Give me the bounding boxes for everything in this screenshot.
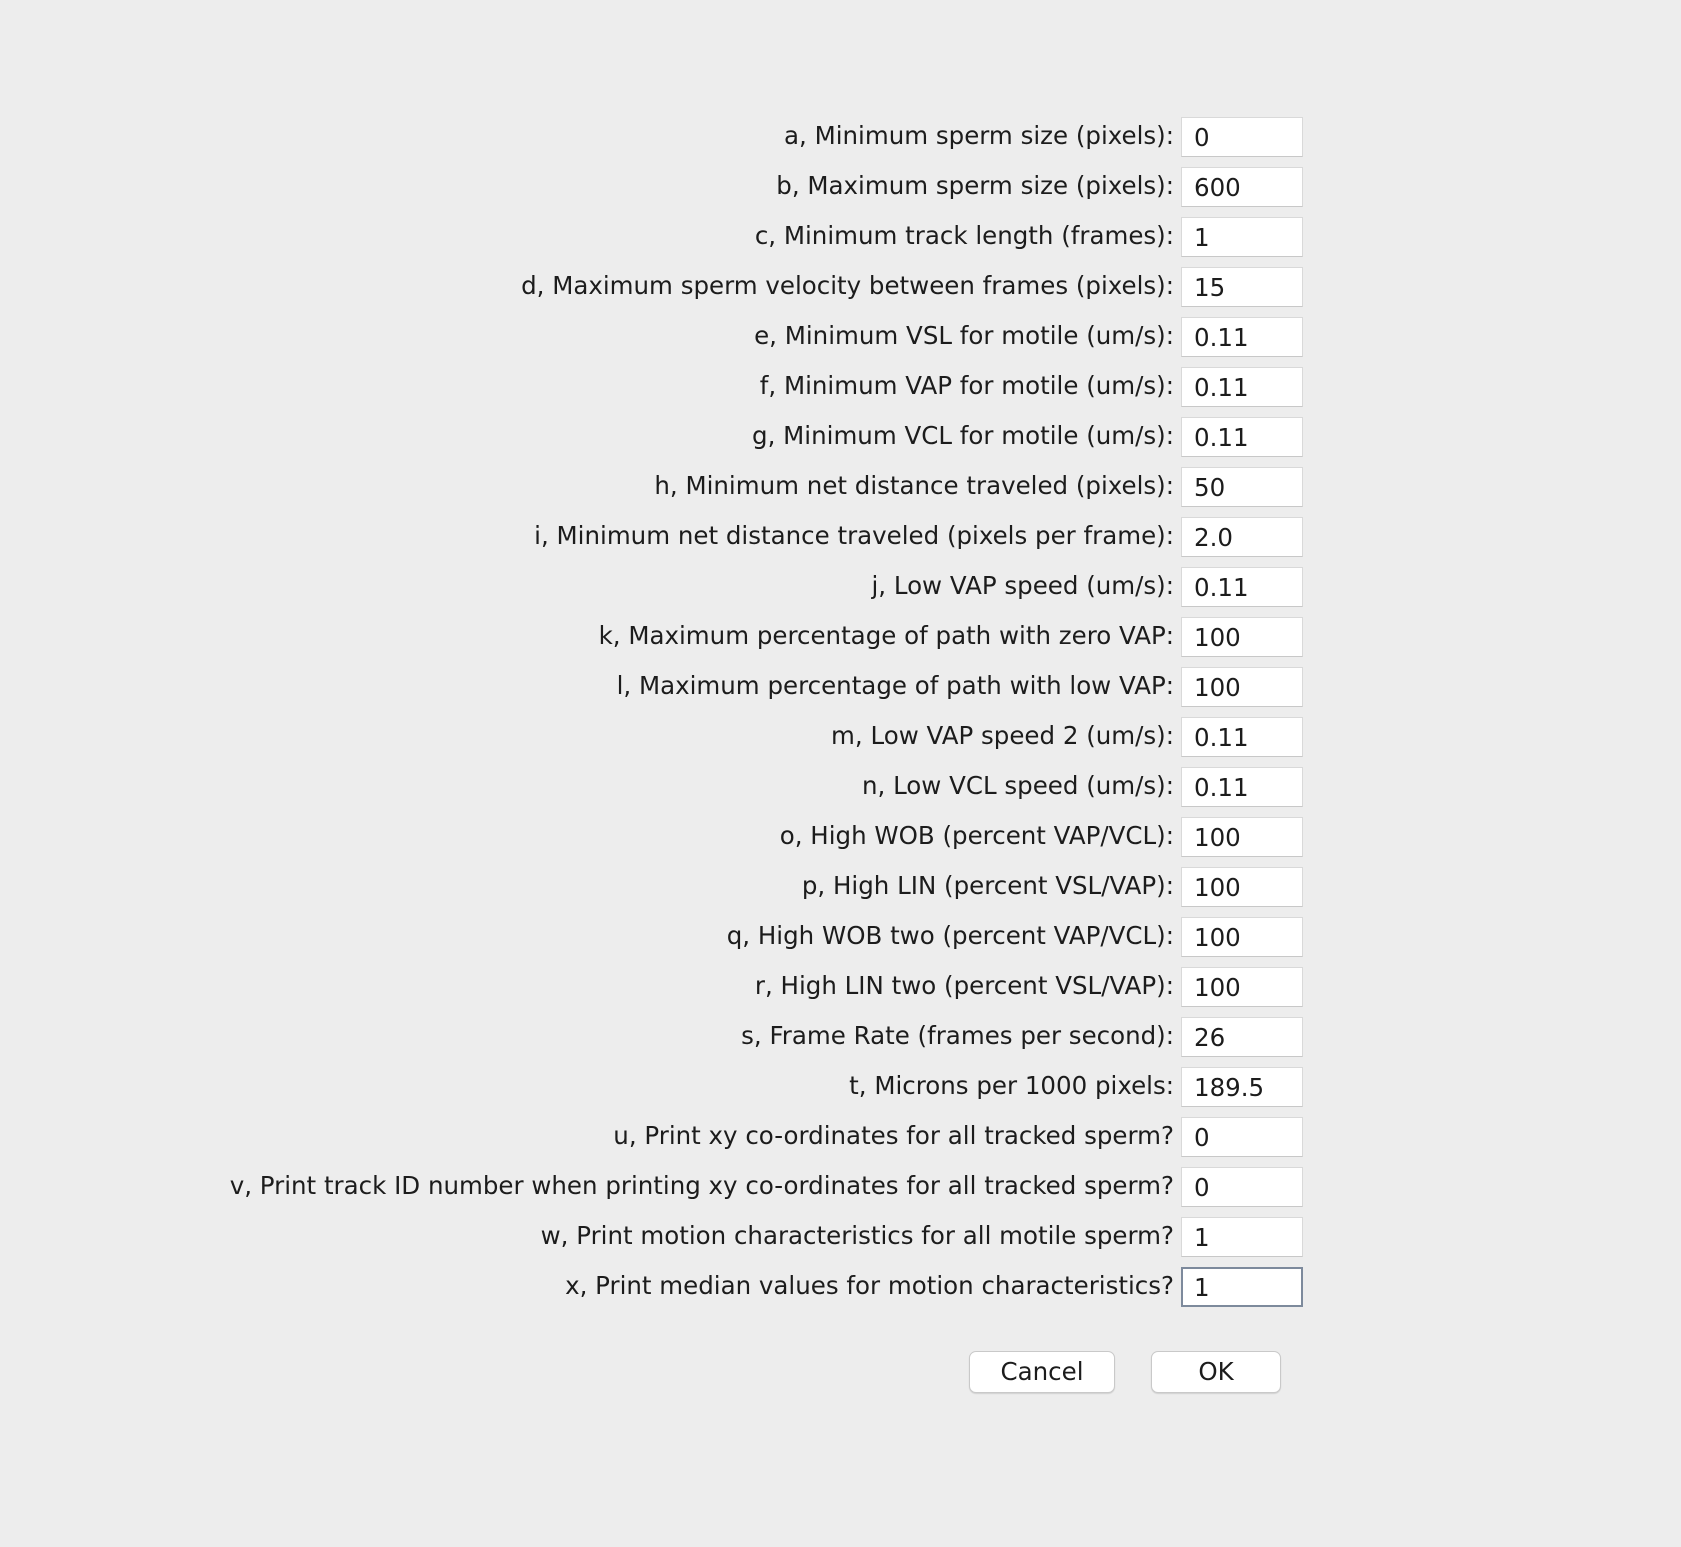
max-sperm-velocity-input[interactable] bbox=[1181, 267, 1303, 307]
param-label-r: r, High LIN two (percent VSL/VAP): bbox=[754, 971, 1174, 1000]
param-label-q: q, High WOB two (percent VAP/VCL): bbox=[726, 921, 1174, 950]
param-label-u: u, Print xy co-ordinates for all tracked sperm? bbox=[613, 1121, 1174, 1150]
max-sperm-size-input[interactable] bbox=[1181, 167, 1303, 207]
frame-rate-input[interactable] bbox=[1181, 1017, 1303, 1057]
param-label-n: n, Low VCL speed (um/s): bbox=[861, 771, 1174, 800]
param-label-k: k, Maximum percentage of path with zero VAP: bbox=[598, 621, 1174, 650]
high-wob-two-input[interactable] bbox=[1181, 917, 1303, 957]
low-vap-speed-2-input[interactable] bbox=[1181, 717, 1303, 757]
param-row-d bbox=[0, 261, 1681, 311]
param-row-s bbox=[0, 1011, 1681, 1061]
param-row-h bbox=[0, 461, 1681, 511]
param-label-o: o, High WOB (percent VAP/VCL): bbox=[779, 821, 1174, 850]
param-label-m: m, Low VAP speed 2 (um/s): bbox=[831, 721, 1174, 750]
min-net-distance-input[interactable] bbox=[1181, 467, 1303, 507]
min-vsl-motile-input[interactable] bbox=[1181, 317, 1303, 357]
print-xy-coordinates-input[interactable] bbox=[1181, 1117, 1303, 1157]
param-row-g bbox=[0, 411, 1681, 461]
param-row-c bbox=[0, 211, 1681, 261]
low-vap-speed-input[interactable] bbox=[1181, 567, 1303, 607]
min-sperm-size-input[interactable] bbox=[1181, 117, 1303, 157]
param-label-w: w, Print motion characteristics for all motile sperm? bbox=[540, 1221, 1174, 1250]
param-label-g: g, Minimum VCL for motile (um/s): bbox=[752, 421, 1174, 450]
min-net-distance-per-frame-input[interactable] bbox=[1181, 517, 1303, 557]
max-pct-zero-vap-input[interactable] bbox=[1181, 617, 1303, 657]
param-label-l: l, Maximum percentage of path with low VAP: bbox=[616, 671, 1174, 700]
ok-button[interactable]: OK bbox=[1151, 1351, 1281, 1393]
param-label-b: b, Maximum sperm size (pixels): bbox=[776, 171, 1174, 200]
high-lin-two-input[interactable] bbox=[1181, 967, 1303, 1007]
param-row-b bbox=[0, 161, 1681, 211]
param-label-i: i, Minimum net distance traveled (pixels per frame): bbox=[534, 521, 1174, 550]
param-row-w bbox=[0, 1211, 1681, 1261]
param-label-f: f, Minimum VAP for motile (um/s): bbox=[759, 371, 1174, 400]
param-row-f bbox=[0, 361, 1681, 411]
min-track-length-input[interactable] bbox=[1181, 217, 1303, 257]
param-row-m bbox=[0, 711, 1681, 761]
param-row-j bbox=[0, 561, 1681, 611]
param-row-i bbox=[0, 511, 1681, 561]
param-row-u bbox=[0, 1111, 1681, 1161]
param-label-v: v, Print track ID number when printing xy co-ordinates for all tracked sperm? bbox=[229, 1171, 1174, 1200]
param-label-a: a, Minimum sperm size (pixels): bbox=[783, 121, 1174, 150]
param-label-e: e, Minimum VSL for motile (um/s): bbox=[754, 321, 1174, 350]
max-pct-low-vap-input[interactable] bbox=[1181, 667, 1303, 707]
param-label-d: d, Maximum sperm velocity between frames (pixels): bbox=[521, 271, 1174, 300]
cancel-button[interactable]: Cancel bbox=[969, 1351, 1115, 1393]
high-wob-input[interactable] bbox=[1181, 817, 1303, 857]
min-vap-motile-input[interactable] bbox=[1181, 367, 1303, 407]
param-row-e bbox=[0, 311, 1681, 361]
param-row-o bbox=[0, 811, 1681, 861]
param-row-n bbox=[0, 761, 1681, 811]
param-label-s: s, Frame Rate (frames per second): bbox=[741, 1021, 1174, 1050]
param-row-v bbox=[0, 1161, 1681, 1211]
param-row-a bbox=[0, 111, 1681, 161]
print-median-values-input[interactable] bbox=[1181, 1267, 1303, 1307]
param-label-p: p, High LIN (percent VSL/VAP): bbox=[801, 871, 1174, 900]
min-vcl-motile-input[interactable] bbox=[1181, 417, 1303, 457]
low-vcl-speed-input[interactable] bbox=[1181, 767, 1303, 807]
param-row-k bbox=[0, 611, 1681, 661]
param-row-p bbox=[0, 861, 1681, 911]
param-label-h: h, Minimum net distance traveled (pixels): bbox=[654, 471, 1174, 500]
print-motion-characteristics-input[interactable] bbox=[1181, 1217, 1303, 1257]
high-lin-input[interactable] bbox=[1181, 867, 1303, 907]
param-row-q bbox=[0, 911, 1681, 961]
microns-per-1000-pixels-input[interactable] bbox=[1181, 1067, 1303, 1107]
param-row-r bbox=[0, 961, 1681, 1011]
param-row-t bbox=[0, 1061, 1681, 1111]
param-row-l bbox=[0, 661, 1681, 711]
param-row-x bbox=[0, 1261, 1681, 1311]
param-label-t: t, Microns per 1000 pixels: bbox=[849, 1071, 1174, 1100]
param-label-x: x, Print median values for motion characteristics? bbox=[565, 1271, 1174, 1300]
param-label-c: c, Minimum track length (frames): bbox=[754, 221, 1174, 250]
param-label-j: j, Low VAP speed (um/s): bbox=[871, 571, 1174, 600]
print-track-id-input[interactable] bbox=[1181, 1167, 1303, 1207]
